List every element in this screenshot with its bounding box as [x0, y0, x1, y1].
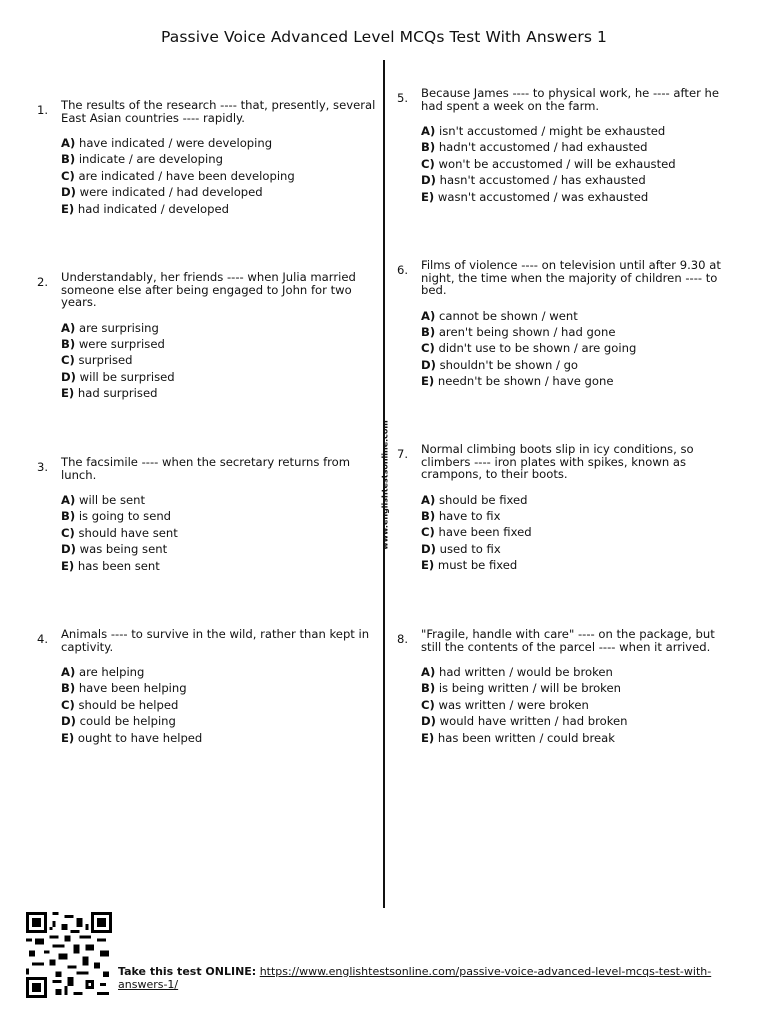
footer-text: [118, 965, 718, 991]
option-a[interactable]: A) should be fixed: [421, 492, 528, 507]
question-number: 4.: [37, 632, 49, 646]
option-d[interactable]: D) used to fix: [421, 541, 501, 556]
question-stem: The facsimile ---- when the secretary returns from lunch.: [61, 455, 351, 482]
option-e[interactable]: E) wasn't accustomed / was exhausted: [421, 189, 649, 204]
option-e[interactable]: E) had indicated / developed: [61, 201, 229, 216]
option-b[interactable]: B) hadn't accustomed / had exhausted: [421, 140, 648, 155]
option-b[interactable]: B) is going to send: [61, 509, 172, 524]
question-number: 8.: [397, 632, 409, 646]
question-stem: Animals ---- to survive in the wild, rather than kept in captivity.: [61, 627, 370, 654]
option-a[interactable]: A) had written / would be broken: [421, 665, 613, 679]
question-8: [397, 627, 736, 746]
question-7: [397, 442, 736, 574]
option-d[interactable]: D) was being sent: [61, 542, 168, 557]
option-a[interactable]: A) isn't accustomed / might be exhausted: [421, 124, 666, 138]
option-c[interactable]: C) should have sent: [61, 525, 178, 540]
option-c[interactable]: C) surprised: [61, 353, 133, 368]
question-stem: Films of violence ---- on television until after 9.30 at night, the time when the majority of children ---- to bed.: [421, 258, 721, 297]
option-e[interactable]: E) ought to have helped: [61, 730, 203, 745]
option-b[interactable]: B) have to fix: [421, 508, 501, 523]
question-4: [37, 627, 376, 746]
option-e[interactable]: E) had surprised: [61, 386, 158, 401]
option-c[interactable]: C) are indicated / have been developing: [61, 168, 295, 183]
option-d[interactable]: D) were indicated / had developed: [61, 185, 263, 200]
question-number: 5.: [397, 91, 409, 105]
option-b[interactable]: B) is being written / will be broken: [421, 681, 621, 696]
option-e[interactable]: E) has been sent: [61, 558, 160, 573]
option-d[interactable]: D) will be surprised: [61, 369, 175, 384]
question-stem: "Fragile, handle with care" ---- on the package, but still the contents of the parcel ---- when it arrived.: [421, 627, 715, 654]
option-b[interactable]: B) indicate / are developing: [61, 152, 223, 167]
option-a[interactable]: A) are helping: [61, 665, 145, 679]
question-1: [37, 98, 376, 217]
option-c[interactable]: C) should be helped: [61, 697, 179, 712]
option-e[interactable]: E) has been written / could break: [421, 730, 615, 745]
question-5: [397, 86, 736, 205]
question-number: 6.: [397, 263, 409, 277]
question-number: 7.: [397, 447, 409, 461]
option-e[interactable]: E) needn't be shown / have gone: [421, 374, 614, 389]
option-b[interactable]: B) were surprised: [61, 336, 165, 351]
question-3: [37, 455, 376, 574]
page-title: Passive Voice Advanced Level MCQs Test With Answers 1: [161, 28, 607, 46]
option-a[interactable]: A) have indicated / were developing: [61, 136, 273, 150]
option-c[interactable]: C) won't be accustomed / will be exhausted: [421, 156, 676, 171]
option-c[interactable]: C) have been fixed: [421, 525, 532, 540]
qr-code-icon[interactable]: [24, 912, 114, 998]
option-d[interactable]: D) could be helping: [61, 714, 176, 729]
option-c[interactable]: C) didn't use to be shown / are going: [421, 341, 637, 356]
option-a[interactable]: A) cannot be shown / went: [421, 308, 578, 323]
question-number: 1.: [37, 103, 49, 117]
footer-label: Take this test ONLINE:: [118, 965, 257, 978]
option-a[interactable]: A) will be sent: [61, 493, 146, 507]
website-vertical-text: www.englishtestsonline.com: [380, 420, 390, 550]
option-e[interactable]: E) must be fixed: [421, 558, 518, 573]
test-link[interactable]: https://www.englishtestsonline.com/passive-voice-advanced-level-mcqs-test-with-answers-1/: [118, 965, 712, 991]
option-c[interactable]: C) was written / were broken: [421, 697, 589, 712]
question-stem: Understandably, her friends ---- when Julia married someone else after being engaged to John for two years.: [61, 270, 356, 309]
option-d[interactable]: D) shouldn't be shown / go: [421, 357, 579, 372]
option-d[interactable]: D) hasn't accustomed / has exhausted: [421, 173, 646, 188]
option-d[interactable]: D) would have written / had broken: [421, 714, 628, 729]
option-b[interactable]: B) aren't being shown / had gone: [421, 324, 616, 339]
question-number: 2.: [37, 275, 49, 289]
question-stem: Normal climbing boots slip in icy conditions, so climbers ---- iron plates with spikes, known as crampons, to their boots.: [421, 442, 694, 481]
option-a[interactable]: A) are surprising: [61, 320, 159, 335]
option-b[interactable]: B) have been helping: [61, 681, 187, 696]
question-number: 3.: [37, 460, 49, 474]
question-6: [397, 258, 736, 390]
question-2: [37, 270, 376, 402]
question-stem: The results of the research ---- that, presently, several East Asian countries ---- rapidly.: [61, 98, 376, 125]
question-stem: Because James ---- to physical work, he ---- after he had spent a week on the farm.: [421, 86, 720, 113]
